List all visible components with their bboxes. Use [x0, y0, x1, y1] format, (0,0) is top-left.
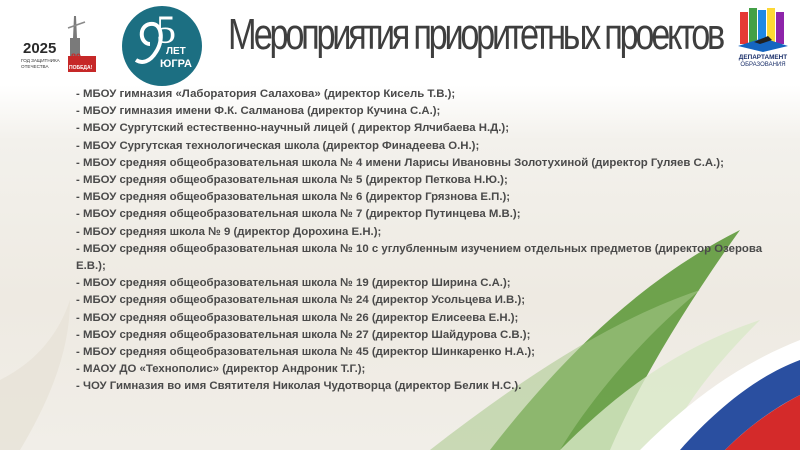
- list-item: - МБОУ средняя общеобразовательная школа № 7 (директор Путинцева М.В.);: [76, 208, 521, 221]
- logo-caption-line1: ГОД ЗАЩИТНИКА: [21, 58, 60, 63]
- list-item: - МБОУ Сургутский естественно-научный лицей ( директор Ялчибаева Н.Д.);: [76, 122, 510, 135]
- logo-badge-word: ПОБЕДА!: [69, 65, 93, 71]
- logo-badge-number: 80: [71, 52, 82, 62]
- list-item: - МБОУ средняя общеобразовательная школа № 26 (директор Елисеева Е.Н.);: [76, 311, 519, 324]
- list-item: - МБОУ средняя общеобразовательная школа № 27 (директор Шайдурова С.В.);: [76, 328, 531, 341]
- list-item: - МБОУ Сургутская технологическая школа (директор Финадеева О.Н.);: [76, 139, 480, 152]
- logo-years-label: ЛЕТ: [166, 46, 186, 57]
- list-item: - МБОУ средняя школа № 9 (директор Дорохина Е.Н.);: [76, 225, 382, 238]
- list-item: - МБОУ средняя общеобразовательная школа № 19 (директор Ширина С.А.);: [76, 277, 511, 290]
- yugra-95-logo: [120, 4, 204, 88]
- year-2025-logo: [10, 8, 110, 84]
- department-label-line1: ДЕПАРТАМЕНТ: [738, 54, 788, 61]
- list-item: - МБОУ средняя общеобразовательная школа № 5 (директор Петкова Н.Ю.);: [76, 174, 508, 187]
- books-icon: [734, 6, 792, 54]
- list-item: - МБОУ средняя общеобразовательная школа № 45 (директор Шинкаренко Н.А.);: [76, 346, 535, 359]
- list-item: - МБОУ средняя общеобразовательная школа № 4 имени Ларисы Ивановны Золотухиной (директор Гуляев С.А.);: [76, 156, 724, 169]
- logo-caption-line2: ОТЕЧЕСТВА: [21, 64, 49, 69]
- list-item: - МБОУ гимназия «Лаборатория Салахова» (директор Кисель Т.В.);: [76, 88, 456, 100]
- department-education-logo: [734, 6, 792, 76]
- department-label-line2: ОБРАЗОВАНИЯ: [740, 62, 786, 68]
- list-item: - МАОУ ДО «Технополис» (директор Андроник Т.Г.);: [76, 363, 366, 376]
- list-item: - МБОУ средняя общеобразовательная школа № 6 (директор Грязнова Е.П.);: [76, 191, 511, 204]
- slide-title: Мероприятия приоритетных проектов: [228, 10, 722, 59]
- list-item: - МБОУ средняя общеобразовательная школа № 24 (директор Усольцева И.В.);: [76, 294, 526, 307]
- list-item: - ЧОУ Гимназия во имя Святителя Николая Чудотворца (директор Белик Н.С.).: [76, 380, 522, 393]
- logo-region-label: ЮГРА: [160, 58, 192, 70]
- logo-year: 2025: [23, 40, 57, 57]
- left-swoosh: [0, 300, 70, 450]
- list-item: - МБОУ средняя общеобразовательная школа № 10 с углубленным изучением отдельных предметов (директор Озерова Е.В.);: [76, 242, 763, 273]
- list-item: - МБОУ гимназия имени Ф.К. Салманова (директор Кучина С.А.);: [76, 105, 441, 118]
- project-participants-list: [76, 86, 766, 396]
- logo-number: 5: [156, 7, 176, 52]
